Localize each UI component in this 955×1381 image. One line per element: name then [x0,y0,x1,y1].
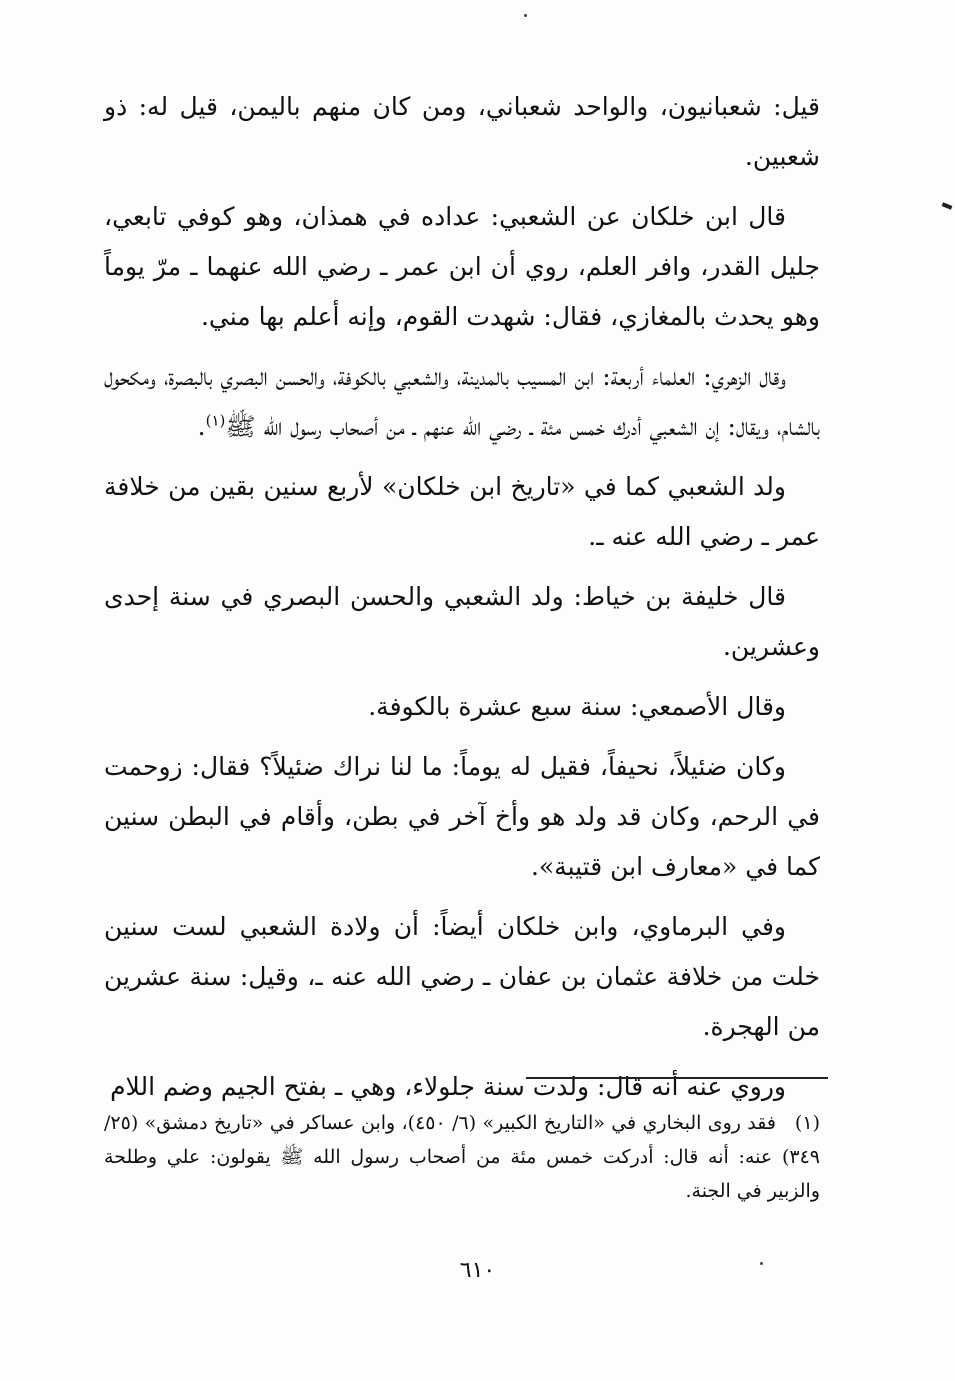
paragraph-8-text: وفي البرماوي، وابن خلكان أيضاً: أن ولادة الشعبي لست سنين خلت من خلافة عثمان بن عفان ـ رضي الله عنه ـ، وقيل: سنة عشرين من الهجرة. [104,912,820,1041]
footnote-1-text: فقد روى البخاري في «التاريخ الكبير» (٦/ ٤٥٠)، وابن عساكر في «تاريخ دمشق» (٢٥/ ٣٤٩) عنه: أنه قال: أدركت خمس مئة من أصحاب رسول الله ﷺ يقولون: علي وطلحة والزبير في الجنة. [104,1112,820,1202]
paragraph-6-text: وقال الأصمعي: سنة سبع عشرة بالكوفة. [368,692,786,721]
page-number: ٦١٠ [459,1258,496,1283]
paragraph-3-text: وقال الزهري: العلماء أربعة: ابن المسيب بالمدينة، والشعبي بالكوفة، والحسن البصري بالبصرة، ومكحول بالشام، ويقال: إن الشعبي أدرك خمس مئة ـ رضي الله عنهم ـ من أصحاب رسول الله ﷺ [104,362,820,441]
paragraph-8 [104,902,820,1052]
main-text-body [104,82,820,1122]
paragraph-7 [104,742,820,892]
paragraph-7-text: وكان ضئيلاً، نحيفاً، فقيل له يوماً: ما لنا نراك ضئيلاً؟ فقال: زوحمت في الرحم، وكان قد ولد هو وأخ آخر في بطن، وأقام في البطن سنين كما في «معارف ابن قتيبة». [104,752,820,881]
paragraph-2 [104,192,820,342]
footnote-1 [104,1106,820,1208]
paragraph-3 [104,352,820,452]
paragraph-5-text: قال خليفة بن خياط: ولد الشعبي والحسن البصري في سنة إحدى وعشرين. [104,582,820,661]
footnote-divider [526,1077,828,1079]
paragraph-5 [104,572,820,672]
scan-speck [760,1262,763,1265]
footnote-1-marker: (١) [794,1112,820,1134]
scan-speck [524,14,527,17]
footnotes-section [104,1106,820,1208]
paragraph-4 [104,462,820,562]
paragraph-6 [104,682,820,732]
paragraph-9 [104,1062,820,1112]
paragraph-1-text: قيل: شعبانيون، والواحد شعباني، ومن كان منهم باليمن، قيل له: ذو شعبين. [104,92,820,171]
scan-artifact-mark [942,202,953,209]
paragraph-2-text: قال ابن خلكان عن الشعبي: عداده في همذان، وهو كوفي تابعي، جليل القدر، وافر العلم، روي أن ابن عمر ـ رضي الله عنهما ـ مرّ يوماً وهو يحدث بالمغازي، فقال: شهدت القوم، وإنه أعلم بها مني. [104,202,820,331]
paragraph-9-text: وروي عنه أنه قال: ولدت سنة جلولاء، وهي ـ بفتح الجيم وضم اللام [110,1072,786,1101]
paragraph-1 [104,82,820,182]
paragraph-4-text: ولد الشعبي كما في «تاريخ ابن خلكان» لأربع سنين بقين من خلافة عمر ـ رضي الله عنه ـ. [104,472,820,551]
footnote-reference: (١) [205,411,226,430]
paragraph-3-end-punctuation: . [197,412,206,441]
